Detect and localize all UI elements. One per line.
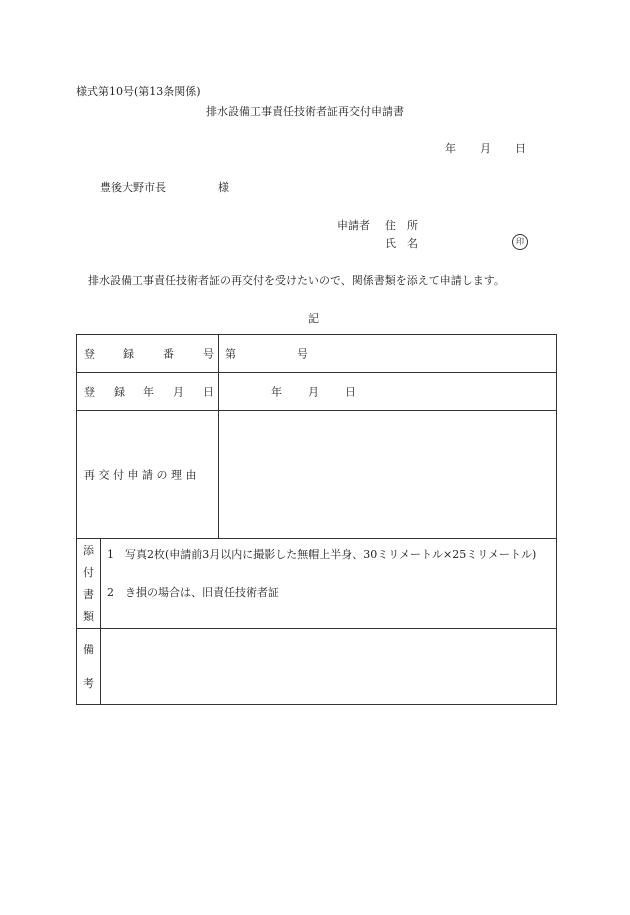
form-number: 様式第10号(第13条関係) — [76, 85, 201, 98]
applicant-label: 申請者 — [337, 219, 370, 232]
ki-heading: 記 — [308, 312, 319, 325]
remarks-label: 備 考 — [77, 629, 101, 705]
application-table — [76, 334, 557, 705]
attachments-list — [101, 539, 557, 629]
applicant-address-label: 住 所 — [385, 219, 418, 232]
date-day-label: 日 — [515, 142, 526, 155]
remarks-value[interactable] — [101, 629, 557, 705]
remarks-row — [77, 629, 557, 705]
attachment-item-1: 1 写真2枚(申請前3月以内に撮影した無帽上半身、30ミリメートル×25ミリメートル) — [107, 548, 537, 561]
date-year-label: 年 — [445, 142, 456, 155]
attachments-label: 添 付 書 類 — [77, 539, 101, 629]
reason-value[interactable] — [219, 411, 557, 539]
reason-label: 再 交 付 申 請 の 理 由 — [77, 411, 219, 539]
reason-row — [77, 411, 557, 539]
registration-date-row — [77, 373, 557, 411]
addressee-honorific: 様 — [218, 181, 229, 194]
date-month-label: 月 — [480, 142, 491, 155]
seal-text: 印 — [516, 237, 524, 246]
seal-icon — [512, 234, 528, 250]
addressee-name: 豊後大野市長 — [100, 181, 166, 194]
registration-number-label: 登 録 番 号 — [77, 335, 219, 373]
registration-date-value[interactable]: 年 月 日 — [219, 373, 557, 411]
document-title: 排水設備工事責任技術者証再交付申請書 — [206, 105, 404, 118]
application-statement: 排水設備工事責任技術者証の再交付を受けたいので、関係書類を添えて申請します。 — [88, 274, 505, 287]
attachment-item-2: 2 き損の場合は、旧責任技術者証 — [107, 586, 279, 599]
registration-number-row — [77, 335, 557, 373]
registration-number-value[interactable]: 第 号 — [219, 335, 557, 373]
applicant-name-label: 氏 名 — [385, 237, 418, 250]
attachments-row — [77, 539, 557, 629]
registration-date-label: 登 録 年 月 日 — [77, 373, 219, 411]
